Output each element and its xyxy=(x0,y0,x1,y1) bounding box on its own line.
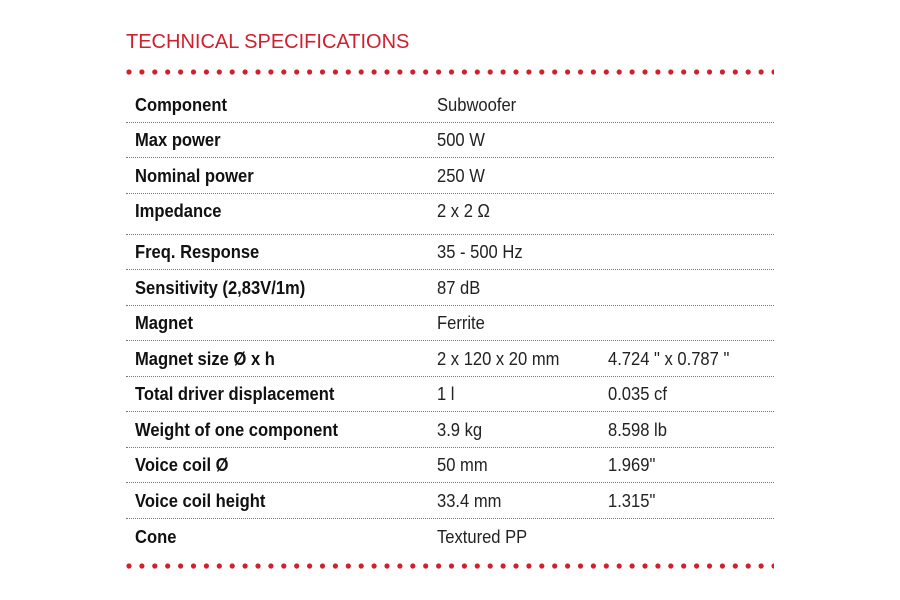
spec-label: Impedance xyxy=(135,200,222,221)
spec-label: Magnet xyxy=(135,313,193,333)
divider-dot xyxy=(384,69,389,74)
divider-dot xyxy=(410,69,415,74)
spec-metric-value: Subwoofer xyxy=(437,94,517,115)
divider-dot xyxy=(320,563,325,568)
divider-dot xyxy=(681,69,686,74)
divider-dot xyxy=(139,563,144,568)
spec-label: Component xyxy=(135,94,227,115)
table-row xyxy=(126,483,774,519)
divider-dot xyxy=(488,69,493,74)
table-row xyxy=(126,194,774,235)
divider-dot xyxy=(552,563,557,568)
spec-metric-value: 50 mm xyxy=(437,455,488,475)
divider-dot xyxy=(243,69,248,74)
divider-dot xyxy=(720,563,725,568)
divider-dot xyxy=(217,563,222,568)
spec-label: Voice coil Ø xyxy=(135,455,229,475)
divider-dot xyxy=(230,563,235,568)
spec-metric-value: Ferrite xyxy=(437,313,485,333)
divider-dot xyxy=(281,563,286,568)
divider-dot xyxy=(642,69,647,74)
divider-dot xyxy=(307,563,312,568)
table-row xyxy=(126,123,774,159)
divider-dot xyxy=(320,69,325,74)
table-row xyxy=(126,306,774,342)
dotted-divider-bottom xyxy=(126,562,774,570)
divider-dot xyxy=(746,563,751,568)
spec-metric-value: 1 l xyxy=(437,384,455,404)
divider-dot xyxy=(475,69,480,74)
divider-dot xyxy=(217,69,222,74)
divider-dot xyxy=(126,69,131,74)
divider-dot xyxy=(359,563,364,568)
divider-dot xyxy=(759,563,764,568)
spec-metric-value: Textured PP xyxy=(437,527,528,547)
table-row xyxy=(126,519,774,555)
divider-dot xyxy=(230,69,235,74)
divider-dot xyxy=(539,69,544,74)
divider-dot xyxy=(707,563,712,568)
divider-dot xyxy=(513,563,518,568)
divider-dot xyxy=(655,563,660,568)
divider-dot xyxy=(165,69,170,74)
spec-metric-value: 250 W xyxy=(437,165,485,186)
divider-dot xyxy=(152,563,157,568)
divider-dot xyxy=(694,563,699,568)
divider-dot xyxy=(578,69,583,74)
divider-dot xyxy=(668,563,673,568)
divider-dot xyxy=(372,69,377,74)
spec-metric-value: 3.9 kg xyxy=(437,419,483,440)
specs-table xyxy=(126,87,774,554)
divider-dot xyxy=(307,69,312,74)
divider-dot xyxy=(126,563,131,568)
divider-dot xyxy=(655,69,660,74)
spec-label: Voice coil height xyxy=(135,490,266,511)
table-row xyxy=(126,412,774,448)
spec-imperial-value: 1.315ʺ xyxy=(608,490,656,511)
dotted-divider-top xyxy=(126,68,774,76)
divider-dot xyxy=(694,69,699,74)
divider-dot xyxy=(449,69,454,74)
divider-dot xyxy=(501,69,506,74)
divider-dot xyxy=(707,69,712,74)
divider-dot xyxy=(152,69,157,74)
table-row xyxy=(126,377,774,413)
divider-dot xyxy=(397,563,402,568)
divider-dot xyxy=(513,69,518,74)
divider-dot xyxy=(397,69,402,74)
spec-label: Magnet size Ø x h xyxy=(135,348,275,369)
divider-dot xyxy=(565,69,570,74)
divider-dot xyxy=(501,563,506,568)
divider-dot xyxy=(294,563,299,568)
spec-imperial-value: 0.035 cf xyxy=(608,384,667,404)
divider-dot xyxy=(462,69,467,74)
divider-dot xyxy=(565,563,570,568)
divider-dot xyxy=(539,563,544,568)
spec-metric-value: 500 W xyxy=(437,130,485,150)
table-row xyxy=(126,158,774,194)
divider-dot xyxy=(746,69,751,74)
divider-dot xyxy=(436,563,441,568)
divider-dot xyxy=(733,563,738,568)
divider-dot xyxy=(255,69,260,74)
divider-dot xyxy=(333,563,338,568)
divider-dot xyxy=(630,69,635,74)
divider-dot xyxy=(178,563,183,568)
divider-dot xyxy=(552,69,557,74)
divider-dot xyxy=(591,563,596,568)
spec-label: Max power xyxy=(135,130,221,150)
divider-dot xyxy=(281,69,286,74)
divider-dot xyxy=(178,69,183,74)
divider-dot xyxy=(139,69,144,74)
divider-dot xyxy=(191,69,196,74)
divider-dot xyxy=(771,563,774,568)
divider-dot xyxy=(526,69,531,74)
divider-dot xyxy=(617,69,622,74)
divider-dot xyxy=(630,563,635,568)
divider-dot xyxy=(204,69,209,74)
spec-metric-value: 2 x 120 x 20 mm xyxy=(437,348,560,369)
divider-dot xyxy=(720,69,725,74)
divider-dot xyxy=(333,69,338,74)
divider-dot xyxy=(526,563,531,568)
spec-imperial-value: 8.598 lb xyxy=(608,419,667,440)
divider-dot xyxy=(294,69,299,74)
divider-dot xyxy=(384,563,389,568)
spec-metric-value: 35 - 500 Hz xyxy=(437,242,523,262)
spec-imperial-value: 1.969ʺ xyxy=(608,455,656,475)
spec-label: Freq. Response xyxy=(135,242,260,262)
divider-dot xyxy=(591,69,596,74)
divider-dot xyxy=(578,563,583,568)
table-row xyxy=(126,235,774,271)
divider-dot xyxy=(462,563,467,568)
divider-dot xyxy=(488,563,493,568)
divider-dot xyxy=(346,69,351,74)
divider-dot xyxy=(617,563,622,568)
divider-dot xyxy=(204,563,209,568)
spec-label: Total driver displacement xyxy=(135,384,335,404)
divider-dot xyxy=(681,563,686,568)
spec-imperial-value: 4.724 ʺ x 0.787 ʺ xyxy=(608,348,730,369)
spec-label: Cone xyxy=(135,527,177,547)
divider-dot xyxy=(475,563,480,568)
spec-label: Weight of one component xyxy=(135,419,339,440)
divider-dot xyxy=(604,563,609,568)
divider-dot xyxy=(255,563,260,568)
divider-dot xyxy=(449,563,454,568)
table-row xyxy=(126,87,774,123)
table-row xyxy=(126,448,774,484)
divider-dot xyxy=(268,69,273,74)
divider-dot xyxy=(733,69,738,74)
spec-metric-value: 33.4 mm xyxy=(437,490,502,511)
table-row xyxy=(126,270,774,306)
divider-dot xyxy=(268,563,273,568)
spec-metric-value: 2 x 2 Ω xyxy=(437,200,490,221)
divider-dot xyxy=(243,563,248,568)
divider-dot xyxy=(436,69,441,74)
divider-dot xyxy=(372,563,377,568)
divider-dot xyxy=(771,69,774,74)
divider-dot xyxy=(165,563,170,568)
divider-dot xyxy=(668,69,673,74)
divider-dot xyxy=(604,69,609,74)
divider-dot xyxy=(759,69,764,74)
table-row xyxy=(126,341,774,377)
spec-label: Sensitivity (2,83V/1m) xyxy=(135,277,306,298)
divider-dot xyxy=(346,563,351,568)
spec-label: Nominal power xyxy=(135,165,254,186)
divider-dot xyxy=(423,69,428,74)
divider-dot xyxy=(359,69,364,74)
divider-dot xyxy=(423,563,428,568)
section-title: TECHNICAL SPECIFICATIONS xyxy=(126,31,410,53)
divider-dot xyxy=(410,563,415,568)
spec-metric-value: 87 dB xyxy=(437,277,481,298)
divider-dot xyxy=(191,563,196,568)
divider-dot xyxy=(642,563,647,568)
